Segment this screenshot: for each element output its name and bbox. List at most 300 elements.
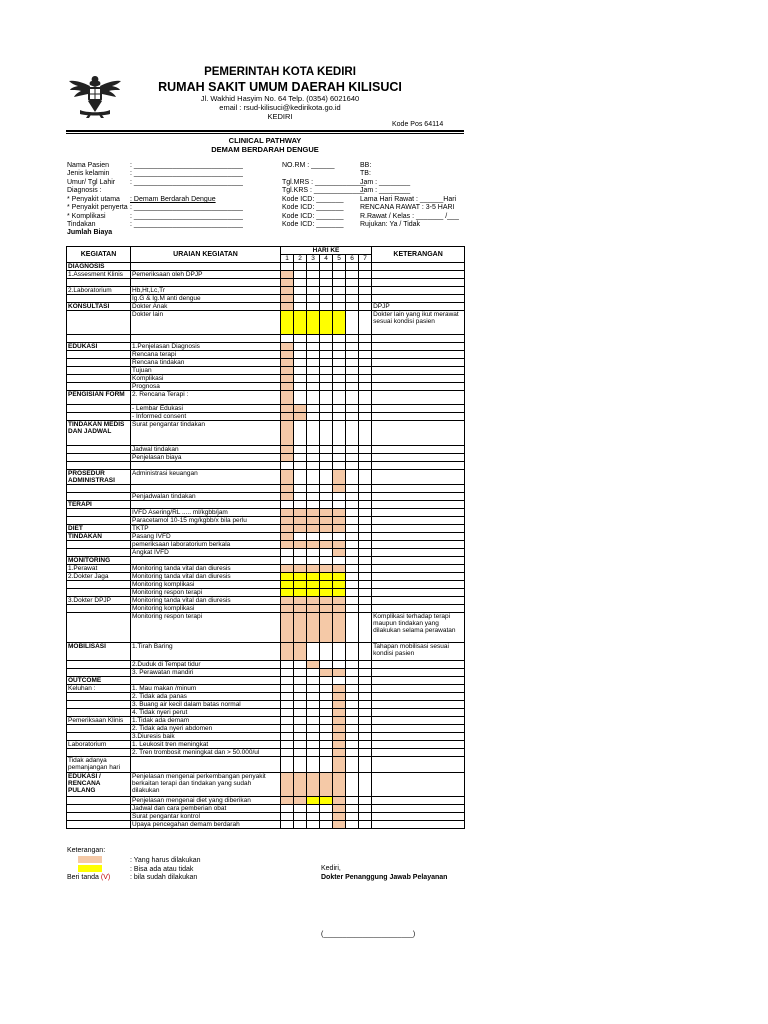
day-cell[interactable] (333, 517, 346, 525)
day-cell[interactable] (346, 295, 359, 303)
day-cell[interactable] (359, 533, 372, 541)
day-cell[interactable] (281, 813, 294, 821)
day-cell[interactable] (307, 263, 320, 271)
day-cell[interactable] (333, 693, 346, 701)
day-cell[interactable] (333, 541, 346, 549)
day-cell[interactable] (359, 701, 372, 709)
day-cell[interactable] (320, 813, 333, 821)
day-cell[interactable] (346, 541, 359, 549)
day-cell[interactable] (346, 525, 359, 533)
day-cell[interactable] (320, 311, 333, 335)
day-cell[interactable] (333, 279, 346, 287)
day-cell[interactable] (346, 405, 359, 413)
day-cell[interactable] (281, 709, 294, 717)
day-cell[interactable] (333, 375, 346, 383)
day-cell[interactable] (359, 589, 372, 597)
day-cell[interactable] (294, 549, 307, 557)
day-cell[interactable] (333, 749, 346, 757)
day-cell[interactable] (320, 295, 333, 303)
day-cell[interactable] (333, 493, 346, 501)
day-cell[interactable] (294, 589, 307, 597)
day-cell[interactable] (281, 677, 294, 685)
day-cell[interactable] (307, 391, 320, 405)
day-cell[interactable] (307, 549, 320, 557)
day-cell[interactable] (346, 757, 359, 773)
day-cell[interactable] (294, 581, 307, 589)
day-cell[interactable] (320, 271, 333, 279)
day-cell[interactable] (346, 454, 359, 462)
day-cell[interactable] (307, 821, 320, 829)
day-cell[interactable] (307, 581, 320, 589)
form-tgl-mrs[interactable]: Tgl.MRS : _____________ (282, 179, 366, 186)
day-cell[interactable] (346, 661, 359, 669)
day-cell[interactable] (281, 279, 294, 287)
day-cell[interactable] (346, 693, 359, 701)
day-cell[interactable] (281, 359, 294, 367)
day-cell[interactable] (333, 717, 346, 725)
day-cell[interactable] (307, 733, 320, 741)
day-cell[interactable] (333, 643, 346, 661)
day-cell[interactable] (346, 421, 359, 446)
day-cell[interactable] (333, 685, 346, 693)
day-cell[interactable] (359, 613, 372, 643)
day-cell[interactable] (359, 351, 372, 359)
day-cell[interactable] (294, 749, 307, 757)
day-cell[interactable] (281, 701, 294, 709)
day-cell[interactable] (359, 693, 372, 701)
day-cell[interactable] (307, 509, 320, 517)
day-cell[interactable] (281, 485, 294, 493)
day-cell[interactable] (294, 565, 307, 573)
day-cell[interactable] (281, 685, 294, 693)
day-cell[interactable] (359, 470, 372, 485)
day-cell[interactable] (294, 773, 307, 797)
day-cell[interactable] (359, 749, 372, 757)
day-cell[interactable] (294, 701, 307, 709)
day-cell[interactable] (281, 446, 294, 454)
day-cell[interactable] (281, 470, 294, 485)
day-cell[interactable] (281, 797, 294, 805)
day-cell[interactable] (294, 287, 307, 295)
day-cell[interactable] (346, 565, 359, 573)
form-value-komplikasi[interactable]: : ____________________________ (130, 213, 243, 220)
day-cell[interactable] (294, 605, 307, 613)
day-cell[interactable] (320, 405, 333, 413)
day-cell[interactable] (359, 446, 372, 454)
day-cell[interactable] (359, 709, 372, 717)
day-cell[interactable] (307, 805, 320, 813)
day-cell[interactable] (281, 541, 294, 549)
day-cell[interactable] (320, 533, 333, 541)
day-cell[interactable] (307, 741, 320, 749)
day-cell[interactable] (333, 383, 346, 391)
day-cell[interactable] (281, 525, 294, 533)
day-cell[interactable] (333, 509, 346, 517)
day-cell[interactable] (333, 462, 346, 470)
day-cell[interactable] (320, 525, 333, 533)
day-cell[interactable] (320, 263, 333, 271)
day-cell[interactable] (294, 383, 307, 391)
day-cell[interactable] (281, 749, 294, 757)
day-cell[interactable] (294, 573, 307, 581)
day-cell[interactable] (346, 533, 359, 541)
day-cell[interactable] (320, 757, 333, 773)
day-cell[interactable] (281, 643, 294, 661)
day-cell[interactable] (294, 263, 307, 271)
day-cell[interactable] (294, 351, 307, 359)
day-cell[interactable] (294, 677, 307, 685)
day-cell[interactable] (320, 733, 333, 741)
day-cell[interactable] (307, 295, 320, 303)
day-cell[interactable] (359, 605, 372, 613)
day-cell[interactable] (294, 335, 307, 343)
day-cell[interactable] (307, 311, 320, 335)
day-cell[interactable] (281, 805, 294, 813)
day-cell[interactable] (307, 462, 320, 470)
day-cell[interactable] (333, 405, 346, 413)
day-cell[interactable] (320, 643, 333, 661)
day-cell[interactable] (346, 797, 359, 805)
day-cell[interactable] (294, 757, 307, 773)
day-cell[interactable] (333, 351, 346, 359)
day-cell[interactable] (281, 725, 294, 733)
day-cell[interactable] (333, 813, 346, 821)
day-cell[interactable] (320, 359, 333, 367)
day-cell[interactable] (320, 501, 333, 509)
day-cell[interactable] (294, 725, 307, 733)
day-cell[interactable] (320, 454, 333, 462)
day-cell[interactable] (320, 565, 333, 573)
day-cell[interactable] (333, 757, 346, 773)
day-cell[interactable] (307, 573, 320, 581)
day-cell[interactable] (320, 797, 333, 805)
day-cell[interactable] (359, 581, 372, 589)
day-cell[interactable] (333, 413, 346, 421)
day-cell[interactable] (359, 383, 372, 391)
day-cell[interactable] (333, 359, 346, 367)
day-cell[interactable] (281, 741, 294, 749)
day-cell[interactable] (320, 693, 333, 701)
signature-line[interactable]: (_______________________) (321, 931, 416, 938)
day-cell[interactable] (359, 501, 372, 509)
day-cell[interactable] (320, 613, 333, 643)
day-cell[interactable] (320, 821, 333, 829)
day-cell[interactable] (359, 263, 372, 271)
day-cell[interactable] (320, 773, 333, 797)
day-cell[interactable] (320, 470, 333, 485)
day-cell[interactable] (333, 701, 346, 709)
day-cell[interactable] (359, 725, 372, 733)
day-cell[interactable] (359, 375, 372, 383)
day-cell[interactable] (294, 279, 307, 287)
day-cell[interactable] (359, 485, 372, 493)
day-cell[interactable] (333, 821, 346, 829)
day-cell[interactable] (359, 405, 372, 413)
day-cell[interactable] (333, 613, 346, 643)
day-cell[interactable] (294, 413, 307, 421)
day-cell[interactable] (320, 335, 333, 343)
day-cell[interactable] (281, 462, 294, 470)
day-cell[interactable] (294, 311, 307, 335)
day-cell[interactable] (346, 773, 359, 797)
day-cell[interactable] (307, 303, 320, 311)
day-cell[interactable] (346, 413, 359, 421)
day-cell[interactable] (346, 589, 359, 597)
day-cell[interactable] (333, 335, 346, 343)
day-cell[interactable] (281, 351, 294, 359)
day-cell[interactable] (346, 821, 359, 829)
day-cell[interactable] (359, 573, 372, 581)
day-cell[interactable] (307, 383, 320, 391)
day-cell[interactable] (281, 343, 294, 351)
day-cell[interactable] (359, 797, 372, 805)
day-cell[interactable] (346, 470, 359, 485)
day-cell[interactable] (359, 413, 372, 421)
day-cell[interactable] (281, 581, 294, 589)
day-cell[interactable] (320, 581, 333, 589)
day-cell[interactable] (359, 677, 372, 685)
day-cell[interactable] (281, 383, 294, 391)
day-cell[interactable] (346, 359, 359, 367)
day-cell[interactable] (294, 797, 307, 805)
form-kode-icd-1[interactable]: Kode ICD: _______ (282, 196, 344, 203)
day-cell[interactable] (320, 413, 333, 421)
day-cell[interactable] (346, 279, 359, 287)
day-cell[interactable] (307, 557, 320, 565)
day-cell[interactable] (320, 589, 333, 597)
day-cell[interactable] (320, 279, 333, 287)
day-cell[interactable] (333, 533, 346, 541)
day-cell[interactable] (359, 279, 372, 287)
day-cell[interactable] (307, 701, 320, 709)
day-cell[interactable] (307, 446, 320, 454)
day-cell[interactable] (294, 709, 307, 717)
day-cell[interactable] (307, 525, 320, 533)
form-rujukan[interactable]: Rujukan: Ya / Tidak (360, 221, 421, 228)
day-cell[interactable] (281, 509, 294, 517)
form-lama-hari-rawat[interactable]: Lama Hari Rawat : ______Hari (360, 196, 457, 203)
day-cell[interactable] (333, 773, 346, 797)
day-cell[interactable] (333, 303, 346, 311)
day-cell[interactable] (281, 573, 294, 581)
day-cell[interactable] (320, 597, 333, 605)
day-cell[interactable] (294, 470, 307, 485)
day-cell[interactable] (333, 581, 346, 589)
day-cell[interactable] (359, 565, 372, 573)
day-cell[interactable] (359, 685, 372, 693)
day-cell[interactable] (307, 367, 320, 375)
day-cell[interactable] (333, 573, 346, 581)
day-cell[interactable] (320, 573, 333, 581)
form-value-nama[interactable]: : ____________________________ (130, 162, 243, 169)
day-cell[interactable] (320, 605, 333, 613)
day-cell[interactable] (307, 343, 320, 351)
day-cell[interactable] (281, 311, 294, 335)
day-cell[interactable] (307, 589, 320, 597)
form-value-penyakit-utama[interactable]: : Demam Berdarah Dengue (130, 196, 216, 203)
day-cell[interactable] (333, 589, 346, 597)
day-cell[interactable] (346, 501, 359, 509)
day-cell[interactable] (359, 303, 372, 311)
day-cell[interactable] (359, 295, 372, 303)
day-cell[interactable] (333, 295, 346, 303)
day-cell[interactable] (359, 813, 372, 821)
day-cell[interactable] (307, 485, 320, 493)
day-cell[interactable] (333, 271, 346, 279)
day-cell[interactable] (359, 661, 372, 669)
day-cell[interactable] (346, 485, 359, 493)
day-cell[interactable] (307, 421, 320, 446)
day-cell[interactable] (281, 733, 294, 741)
day-cell[interactable] (320, 541, 333, 549)
day-cell[interactable] (281, 565, 294, 573)
day-cell[interactable] (333, 557, 346, 565)
day-cell[interactable] (359, 717, 372, 725)
day-cell[interactable] (333, 263, 346, 271)
day-cell[interactable] (294, 613, 307, 643)
day-cell[interactable] (281, 391, 294, 405)
day-cell[interactable] (346, 725, 359, 733)
day-cell[interactable] (333, 525, 346, 533)
day-cell[interactable] (281, 335, 294, 343)
day-cell[interactable] (307, 359, 320, 367)
day-cell[interactable] (294, 685, 307, 693)
day-cell[interactable] (307, 565, 320, 573)
day-cell[interactable] (320, 287, 333, 295)
day-cell[interactable] (294, 509, 307, 517)
day-cell[interactable] (307, 501, 320, 509)
day-cell[interactable] (346, 749, 359, 757)
day-cell[interactable] (359, 391, 372, 405)
day-cell[interactable] (333, 733, 346, 741)
day-cell[interactable] (320, 701, 333, 709)
form-kode-icd-3[interactable]: Kode ICD: _______ (282, 213, 344, 220)
day-cell[interactable] (320, 685, 333, 693)
day-cell[interactable] (294, 717, 307, 725)
day-cell[interactable] (346, 446, 359, 454)
day-cell[interactable] (359, 271, 372, 279)
day-cell[interactable] (359, 509, 372, 517)
day-cell[interactable] (320, 725, 333, 733)
day-cell[interactable] (294, 661, 307, 669)
day-cell[interactable] (281, 821, 294, 829)
day-cell[interactable] (294, 669, 307, 677)
day-cell[interactable] (346, 677, 359, 685)
day-cell[interactable] (281, 271, 294, 279)
day-cell[interactable] (320, 303, 333, 311)
day-cell[interactable] (333, 287, 346, 295)
day-cell[interactable] (320, 391, 333, 405)
day-cell[interactable] (333, 501, 346, 509)
day-cell[interactable] (320, 343, 333, 351)
day-cell[interactable] (359, 335, 372, 343)
day-cell[interactable] (294, 359, 307, 367)
day-cell[interactable] (333, 709, 346, 717)
day-cell[interactable] (307, 773, 320, 797)
day-cell[interactable] (307, 757, 320, 773)
day-cell[interactable] (359, 343, 372, 351)
form-jam-krs[interactable]: Jam : ________ (360, 187, 411, 194)
day-cell[interactable] (307, 613, 320, 643)
day-cell[interactable] (346, 335, 359, 343)
day-cell[interactable] (281, 375, 294, 383)
day-cell[interactable] (359, 287, 372, 295)
day-cell[interactable] (294, 693, 307, 701)
day-cell[interactable] (333, 741, 346, 749)
day-cell[interactable] (294, 421, 307, 446)
day-cell[interactable] (346, 709, 359, 717)
day-cell[interactable] (359, 821, 372, 829)
day-cell[interactable] (346, 287, 359, 295)
day-cell[interactable] (307, 541, 320, 549)
form-jam-mrs[interactable]: Jam : ________ (360, 179, 411, 186)
day-cell[interactable] (294, 446, 307, 454)
day-cell[interactable] (294, 493, 307, 501)
form-value-jenis-kelamin[interactable]: : ____________________________ (130, 170, 243, 177)
day-cell[interactable] (294, 813, 307, 821)
day-cell[interactable] (281, 454, 294, 462)
day-cell[interactable] (346, 669, 359, 677)
day-cell[interactable] (294, 525, 307, 533)
day-cell[interactable] (307, 661, 320, 669)
day-cell[interactable] (359, 597, 372, 605)
day-cell[interactable] (359, 669, 372, 677)
day-cell[interactable] (307, 669, 320, 677)
day-cell[interactable] (294, 733, 307, 741)
day-cell[interactable] (359, 367, 372, 375)
day-cell[interactable] (307, 725, 320, 733)
day-cell[interactable] (307, 470, 320, 485)
day-cell[interactable] (281, 589, 294, 597)
day-cell[interactable] (359, 359, 372, 367)
day-cell[interactable] (346, 573, 359, 581)
day-cell[interactable] (307, 279, 320, 287)
day-cell[interactable] (294, 821, 307, 829)
day-cell[interactable] (320, 351, 333, 359)
day-cell[interactable] (346, 462, 359, 470)
day-cell[interactable] (346, 813, 359, 821)
day-cell[interactable] (346, 701, 359, 709)
day-cell[interactable] (294, 517, 307, 525)
day-cell[interactable] (320, 462, 333, 470)
day-cell[interactable] (320, 661, 333, 669)
day-cell[interactable] (281, 405, 294, 413)
day-cell[interactable] (281, 605, 294, 613)
form-tb[interactable]: TB: (360, 170, 371, 177)
form-value-umur[interactable]: : ____________________________ (130, 179, 243, 186)
day-cell[interactable] (307, 677, 320, 685)
day-cell[interactable] (346, 493, 359, 501)
day-cell[interactable] (346, 303, 359, 311)
day-cell[interactable] (294, 405, 307, 413)
day-cell[interactable] (307, 493, 320, 501)
day-cell[interactable] (346, 685, 359, 693)
day-cell[interactable] (307, 685, 320, 693)
day-cell[interactable] (281, 533, 294, 541)
day-cell[interactable] (346, 741, 359, 749)
day-cell[interactable] (333, 470, 346, 485)
day-cell[interactable] (333, 549, 346, 557)
day-cell[interactable] (359, 557, 372, 565)
day-cell[interactable] (320, 383, 333, 391)
day-cell[interactable] (359, 549, 372, 557)
day-cell[interactable] (294, 271, 307, 279)
day-cell[interactable] (333, 797, 346, 805)
day-cell[interactable] (294, 541, 307, 549)
day-cell[interactable] (333, 565, 346, 573)
day-cell[interactable] (346, 597, 359, 605)
day-cell[interactable] (346, 367, 359, 375)
